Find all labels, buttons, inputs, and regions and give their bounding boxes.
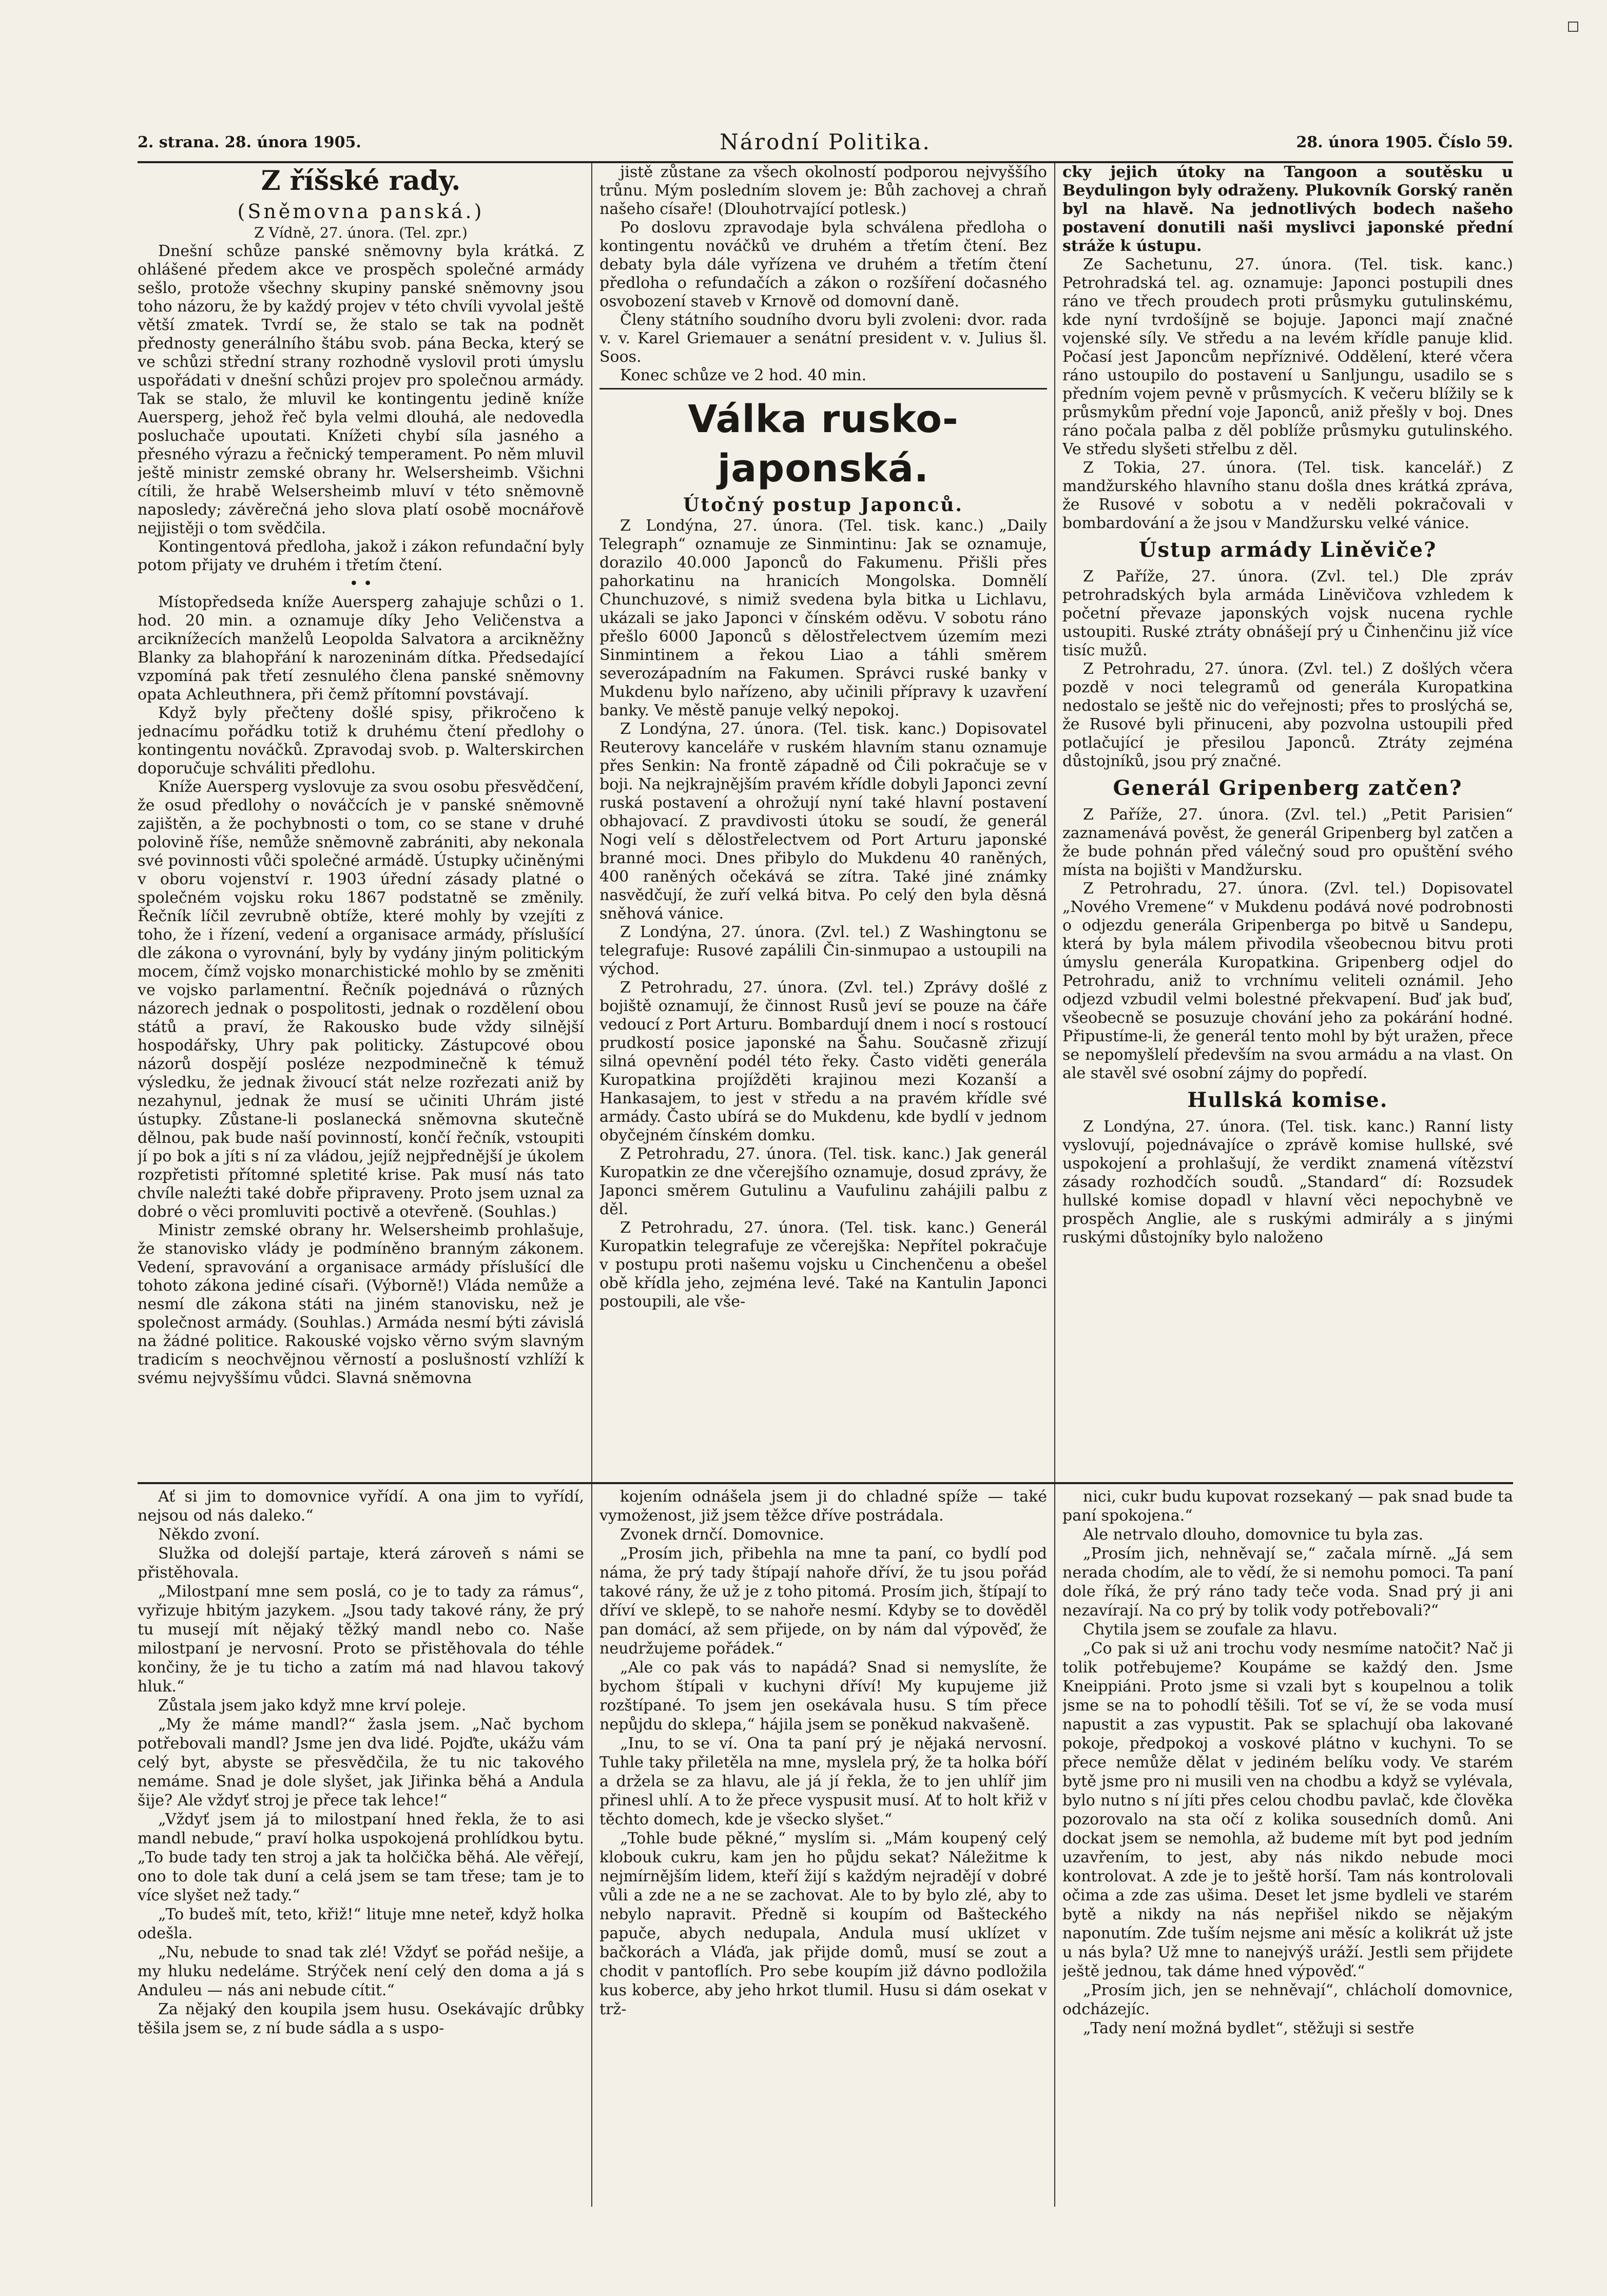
feuilleton-column-2 xyxy=(599,1487,1047,2206)
paragraph: „Co pak si už ani trochu vody nesmíme natočit? Nač ji tolik potřebujeme? Koupáme se každý den. Jsme Kneippiáni. Proto jsme si vzali byt s koupelnou a tolik jsme se na to pohodlí těšili. Toť se ví, že se voda musí napustit a zas vypustit. Pak se splachují oba lakované pokoje, předpokoj a voskové plátno v kuchyni. To se přece nemůže dělat v jediném belíku vody. Ve starém bytě jsme pro ni musili ven na chodbu a když se vylévala, bylo nutno s ní jíti přes celou chodbu pavlač, kde člověka pozorovalo na sta očí z kolika sousedních domů. Ani dockat jsem se nemohla, až budeme mít byt pod jedním uzavřením, to jest, aby nás nikdo nebude moci kontrolovat. A zde je to ještě horší. Tam nás kontrolovali očima a zde zas ušima. Deset let jsme bydleli ve starém bytě a nikdy na nás nepřišel nikdo se nějakým naponutím. Zde tuším nejsme ani měsíc a kolikrát už jste u nás byla? Už mne to nanejvýš uráží. Jestli sem přijdete ještě jednou, tak dáme hned výpověď.“ xyxy=(1062,1640,1513,1980)
paragraph: „Tohle bude pěkné,“ myslím si. „Mám koupený celý klobouk cukru, kam jen ho půjdu sekat? Náležitme k nejmírnějším lidem, kteří žijí s každým nejradějí v dobré vůli a zde ne a ne se zachovat. Ale to by bylo zlé, aby to nebylo napravit. Předně si koupím od Bašteckého papuče, abych nedupala, Andula musí uklízet v bačkorách a Vláďa, jak přijde domů, musí se zout a chodit v pantoflích. Pro sebe koupím již dávno podložila kus koberce, aby jeho hrkot tlumil. Husu si dám osekat v trž- xyxy=(599,1830,1047,2018)
paragraph: Z Tokia, 27. února. (Tel. tisk. kancelář.) Z mandžurského hlavního stanu došla dnes krátká zpráva, že Rusové v sobotu a v neděli pokračovali v bombardování a že jsou v Mandžursku velké vánice. xyxy=(1062,459,1513,532)
paragraph: Z Petrohradu, 27. února. (Tel. tisk. kanc.) Jak generál Kuropatkin ze dne včerejšího oznamuje, dosud zprávy, že Japonci směrem Gutulinu a Vaufulinu zahájili palbu z děl. xyxy=(599,1145,1047,1218)
running-head xyxy=(138,129,1513,158)
paragraph: „Prosím jich, přibehla na mne ta paní, co bydlí pod náma, že prý tady štípají nahoře dříví, že tu jsou pořád takové rány, že už je z toho pitomá. Prosím jich, štípají to dříví ve sklepě, to se nahoře nesmí. Kdyby se to dověděl pan domácí, až sem přijede, on by nám dal výpověď, že neudržujeme pořádek.“ xyxy=(599,1545,1047,1658)
article-title: Z říšské rady. xyxy=(261,165,461,197)
dateline: Z Vídně, 27. února. (Tel. zpr.) xyxy=(254,224,468,241)
column-divider xyxy=(1054,163,1055,2207)
paragraph: Ze Sachetunu, 27. února. (Tel. tisk. kanc.) Petrohradská tel. ag. oznamuje: Japonci postupili dnes ráno ve třech proudech proti průsmyku gutulinskému, kde nyní tvrdošíjně se bojuje. Japonci mají značné vojenské síly. Ve středu a na levém křídle panuje klid. Počasí jest Japoncům nepříznivé. Oddělení, které včera ráno ustoupilo do postavení u Sanljungu, usadilo se s předním vojem pevně v průsmycích. K večeru blížily se k průsmykům přední voje Japonců, aniž přešly v boj. Dnes ráno počala palba z děl poblíže průsmyku gutulinského. Ve středu slyšeti střelbu z děl. xyxy=(1062,256,1513,458)
paragraph: „Prosím jich, nehněvají se,“ začala mírně. „Já sem nerada chodím, ale to vědí, že si nemohu pomoci. Ta paní dole říká, že prý ráno tady teče voda. Snad prý ji ani nezavírají. Na co prý by tolik vody potřebovali?“ xyxy=(1062,1545,1513,1620)
paragraph: Z Paříže, 27. února. (Zvl. tel.) Dle zpráv petrohradských byla armáda Liněvičova vzhledem k početní převaze japonských vojsk nucena rychle ustoupiti. Ruské ztráty obnášejí prý u Činhenčinu již více tisíc mužů. xyxy=(1062,568,1513,659)
paragraph: Kníže Auersperg vyslovuje za svou osobu přesvědčení, že osud předlohy o nováčcích je v panské sněmovně zajištěn, a že pochybnosti o tom, co se stane v druhé polovině říše, nemůže sněmovně zabrániti, aby nekonala své povinnosti vůči společné armádě. Ústupky učiněnými v oboru vojenství r. 1903 úřední zásady platné o společném vojsku roku 1867 podstatně se změnily. Řečník líčil zevrubně obtíže, které mohly by vzejíti z toho, že i řízení, vedení a organisace armády, příslušící dle zákona o vyrovnání, byly by vydány jiným politickým mocem, čímž vojsko monarchistické mohlo by se změniti ve vojsko parlamentní. Řečník pojednává o různých názorech jednak o pospolitosti, jednak o rozdělení obou států a praví, že Rakousko bude vždy silnější hospodářsky, Uhry pak politicky. Zástupcové obou názorů dospějí posléze nezpodminečně k témuž výsledku, že jednak živoucí stát nelze rozřezati aniž by nezahynul, jednak že musí se učiniti Uhrám jisté ústupky. Zůstane-li poslanecká sněmovna skutečně dělnou, pak bude naší povinností, končí řečník, vstoupiti jí po bok a jíti s ní za vládou, jejíž nejpřednější je úkolem rozpřetisti přítomné spletité krise. Pak musí nás tato chvíle naleźti také dobře připraveny. Proto jsem uznal za dobré o věci promluviti poctivě a otevřeně. (Souhlas.) xyxy=(138,778,584,1221)
paragraph: Členy státního soudního dvoru byli zvoleni: dvor. rada v. v. Karel Griemauer a senátní president v. v. Julius šl. Soos. xyxy=(599,311,1047,366)
article-subtitle: (Sněmovna panská.) xyxy=(237,200,485,223)
paragraph: Z Petrohradu, 27. února. (Tel. tisk. kanc.) Generál Kuropatkin telegrafuje ze včerejška: Nepřítel pokračuje v postupu proti našemu vojsku u Cinchenčenu a obešel obě křídla jeho, zejména levé. Také na Kantulin Japonci postoupili, ale vše- xyxy=(599,1219,1047,1311)
paragraph: Konec schůze ve 2 hod. 40 min. xyxy=(620,366,867,384)
corner-mark xyxy=(1568,22,1578,32)
paragraph: Dnešní schůze panské sněmovny byla krátká. Z ohlášené předem akce ve prospěch společné armády sešlo, protože všechny skupiny panské sněmovny jsou toho názoru, že by každý projev v této chvíli vyvolal ještě větší zmatek. Tvrdí se, že stalo se tak na podnět přednosty generálního štábu svob. pána Becka, který se ve schůzi střední strany rozhodně vyslovil proti úmyslu uspořádati v dnešní schůzi projev pro společnou armády. Tak se stalo, že mluvil ke kontingentu jedině kníže Auersperg, jehož řeč byla velmi dlouhá, ale nedovedla posluchače upoutati. Knížeti chybí síla jasného a přesného výrazu a řečnický temperament. Po něm mluvil ještě ministr zemské obrany hr. Welsersheimb. Všichni cítili, že hrabě Welsersheimb mluví v této sněmovně naposledy; závěrečná jeho slova platí osobě mocnářově nejjistěji o tom svědčila. xyxy=(138,242,584,537)
paragraph: Z Londýna, 27. února. (Tel. tisk. kanc.) „Daily Telegraph“ oznamuje ze Sinmintinu: Jak se oznamuje, dorazilo 40.000 Japonců do Fakumenu. Přišli přes pahorkatinu na hranicích Mongolska. Domnělí Chunchuzové, s nimiž svedena byla bitka u Lichlavu, ukázali se jako Japonci v čínském oděvu. V sobotu ráno přešlo 6000 Japonců s dělostřelectvem územím mezi Sinmintinem a řekou Liao a táhli směrem severozápadním na Fakumen. Správci ruské banky v Mukdenu bylo nařízeno, aby učinili přípravy k uzavření banky. Ve městě panuje velký nepokoj. xyxy=(599,517,1047,719)
paragraph: „Ale co pak vás to napádá? Snad si nemyslíte, že bychom štípali v kuchyni dříví! My kupujeme již rozštípané. To jsem jen osekávala husu. S tím přece nepůjdu do sklepa,“ hájila jsem se poněkud nakvašeně. xyxy=(599,1659,1047,1734)
paragraph: cky jejich útoky na Tangoon a soutěsku u Beydulingon byly odraženy. Plukovník Gorský raněn byl na hlavě. Na jednotlivých bodech našeho postavení donutili naši myslivci japonské přední stráže k ústupu. xyxy=(1062,163,1513,255)
subsection-heading: Ústup armády Liněviče? xyxy=(1138,538,1437,562)
section-headline: Válka rusko-japonská. xyxy=(599,388,1047,493)
subsection-heading: Hullská komise. xyxy=(1187,1088,1388,1112)
paragraph: Ministr zemské obrany hr. Welsersheimb prohlašuje, že stanovisko vlády je podmíněno branným zákonem. Vedení, spravování a organisace armády příslušící dle tohoto zákona jediné císaři. (Výborně!) Vláda nemůže a nesmí dle zákona státi na jiném stanovisku, než je společnost armády. (Souhlas.) Armáda nesmí býti závislá na žádné politice. Rakouské vojsko věrno svým slavným tradicím s neochvějnou věrností a poslušností vzhlíží k svému nejvyššímu vůdci. Slavná sněmovna xyxy=(138,1221,584,1387)
paragraph: Ať si jim to domovnice vyřídí. A ona jim to vyřídí, nejsou od nás daleko.“ xyxy=(138,1488,584,1525)
paragraph: Z Londýna, 27. února. (Zvl. tel.) Z Washingtonu se telegrafuje: Rusové zapálili Čin-sinmupao a ustoupili na východ. xyxy=(599,923,1047,978)
paragraph: Z Londýna, 27. února. (Tel. tisk. kanc.) Dopisovatel Reuterovy kanceláře v ruském hlavním stanu oznamuje přes Senkin: Na frontě západně od Čili pokračuje se v boji. Na nejkrajnějším pravém křídle dobyli Japonci zevní ruská postavení a ohrožují nyní také hlavní postavení obhajovací. Z pravdivosti útoku se soudí, že generál Nogi velí s dělostřelectvem od Port Arturu japonské branné moci. Dnes přibylo do Mukdenu 40 raněných, 400 raněných očekává se zítra. Také jiné známky nasvědčují, že zuří velká bitva. Po celý den byla děsná sněhová vánice. xyxy=(599,720,1047,923)
paragraph: Z Petrohradu, 27. února. (Zvl. tel.) Zprávy došlé z bojiště oznamují, že činnost Rusů jeví se pouze na čáře vedoucí z Port Arturu. Bombardují dnem i nocí s rostoucí prudkostí posice japonské na Šahu. Současně zřizují silná opevnění podél této řeky. Často viděti generála Kuropatkina projížděti krajinou mezi Kozanší a Hankasajem, to jest v středu a na pravém křídle své armády. Často ubírá se do Mukdenu, kde bydlí v jednom obyčejném čínském domku. xyxy=(599,979,1047,1144)
paragraph: Z Londýna, 27. února. (Tel. tisk. kanc.) Ranní listy vyslovují, pojednávajíce o zprávě komise hullské, své uspokojení a prohlašují, že verdikt znamená vítězství zásady rozhodčích soudů. „Standard“ dí: Rozsudek hullské komise dopadl v hlavní věci nepochybně ve prospěch Anglie, ale s ruskými admirály a s jinými ruskými důstojníky bylo naloženo xyxy=(1062,1118,1513,1247)
paragraph: Z Petrohradu, 27. února. (Zvl. tel.) Dopisovatel „Nového Vremene“ v Mukdenu podává nové podrobnosti o odjezdu generála Gripenberga po bitvě u Sandepu, která by byla málem přivodila všeobecnou bitvu proti úmyslu generála Kuropatkina. Gripenberg odjel do Petrohradu, aniž to vrchnímu veliteli oznámil. Jeho odjezd vzbudil velmi bolestné překvapení. Buď jak buď, všeobecně se posuzuje chování jeho za pokárání hodné. Připustíme-li, že generál tento mohl by být uražen, přece se nepomyšlelí především na svou armádu a na vlast. On ale stavěl své osobní zájmy do popředí. xyxy=(1062,880,1513,1082)
section-subheadline: Útočný postup Japonců. xyxy=(683,494,963,516)
paragraph: nici, cukr budu kupovat rozsekaný — pak snad bude ta paní spokojena.“ xyxy=(1062,1488,1513,1525)
paragraph: Z Paříže, 27. února. (Zvl. tel.) „Petit Parisien“ zaznamenává pověst, že generál Gripenberg byl zatčen a že bude pohnán před válečný soud pro opuštění svého místa na bojišti v Mandžursku. xyxy=(1062,806,1513,879)
paragraph: „Inu, to se ví. Ona ta paní prý je nějaká nervosní. Tuhle taky přiletěla na mne, myslela prý, že ta holka bóří a držela se za hlavu, ale já jí řekla, že to jen uhlíř jim přinesl uhlí. A to že přece vyspusit musí. Ať to holt křiž v těchto domech, kde je všecko slyšet.“ xyxy=(599,1735,1047,1828)
article-column-2 xyxy=(599,163,1047,1482)
subsection-heading: Generál Gripenberg zatčen? xyxy=(1113,776,1463,800)
paragraph: jistě zůstane za všech okolností podporou nejvyššího trůnu. Mým posledním slovem je: Bůh zachovej a chraň našeho císaře! (Dlouhotrvající potlesk.) xyxy=(599,163,1047,218)
feuilleton-column-1 xyxy=(138,1487,584,2206)
paragraph: Kontingentová předloha, jakož i zákon refundační byly potom přijaty ve druhém i třetím čtení. xyxy=(138,538,584,574)
paragraph: Za nějaký den koupila jsem husu. Osekávajíc drůbky těšila jsem se, z ní bude sádla a s uspo- xyxy=(138,2000,584,2037)
paragraph: Po doslovu zpravodaje byla schválena předloha o kontingentu nováčků ve druhém a třetím čtení. Bez debaty byla dále vyřízena ve druhém a třetím čtení předloha o refundačích a zákon o rozšíření dočasného osvobození staveb v Krnově od domovní daně. xyxy=(599,219,1047,310)
paragraph: „Nu, nebude to snad tak zlé! Vždyť se pořád nešije, a my hluku nedeláme. Strýček není celý den doma a já s Anduleu — nás ani nebude cítit.“ xyxy=(138,1943,584,1999)
paragraph: kojením odnášela jsem ji do chladné spíže — také vymoženost, již jsem těžce dříve postrádala. xyxy=(599,1488,1047,1525)
paragraph: „Tady není možná bydlet“, stěžuji si sestře xyxy=(1083,2019,1415,2037)
paragraph: „To budeš mít, teto, křiž!“ lituje mne neteř, když holka odešla. xyxy=(138,1905,584,1942)
paragraph: „Milostpaní mne sem poslá, co je to tady za rámus“, vyřizuje hbitým jazykem. „Jsou tady takové rány, že prý tu musejí mít nějaký těžký mandl nebo co. Naše milostpaní je nervosní. Proto se přistěhovala do téhle končiny, že je tu ticho a zatím má nad hlavou takový hluk.“ xyxy=(138,1583,584,1696)
article-column-1 xyxy=(138,163,584,1482)
paragraph: Chytila jsem se zoufale za hlavu. xyxy=(1083,1621,1338,1639)
separator-bullets: • • xyxy=(349,575,373,593)
column-divider xyxy=(591,163,592,2207)
page-number-date: 2. strana. 28. února 1905. xyxy=(138,133,361,151)
paragraph: „My že máme mandl?“ žasla jsem. „Nač bychom potřebovali mandl? Jsme jen dva lidé. Pojďte, ukážu vám celý byt, abyste se přesvědčila, že tu nic takového nemáme. Snad je dole slyšet, jak Jiřinka běhá a Andula šije? Ale vždyť stroj je přece tak lehce!“ xyxy=(138,1716,584,1809)
paragraph: „Prosím jich, jen se nehněvají“, chlácholí domovnice, odcházejíc. xyxy=(1062,1981,1513,2018)
paragraph: Když byly přečteny došlé spisy, přikročeno k jednacímu pořádku totiž k druhému čtení předlohy o kontingentu nováčků. Zpravodaj svob. p. Walterskirchen doporučuje schváliti předlohu. xyxy=(138,704,584,777)
paragraph: Zvonek drnčí. Domovnice. xyxy=(620,1526,824,1544)
paragraph: Ale netrvalo dlouho, domovnice tu byla zas. xyxy=(1083,1526,1424,1544)
article-column-3 xyxy=(1062,163,1513,1482)
masthead-title: Národní Politika. xyxy=(720,129,931,154)
issue-number: 28. února 1905. Číslo 59. xyxy=(1296,133,1513,151)
paragraph: Služka od dolejší partaje, která zároveň s námi se přistěhovala. xyxy=(138,1545,584,1582)
feuilleton-column-3 xyxy=(1062,1487,1513,2206)
feuilleton-rule xyxy=(138,1482,1513,1484)
paragraph: Zůstala jsem jako když mne krví poleje. xyxy=(158,1697,467,1715)
paragraph: Někdo zvoní. xyxy=(158,1526,260,1544)
paragraph: Z Petrohradu, 27. února. (Zvl. tel.) Z došlých včera pozdě v noci telegramů od generála Kuropatkina nedostalo se ještě nic do veřejnosti; přes to proslýchá se, že Rusové byli přinuceni, aby pozvolna ustoupili před potlačující je přesilou Japonců. Ztráty zejména důstojníků, jsou prý značné. xyxy=(1062,660,1513,770)
paragraph: „Vždyť jsem já to milostpaní hned řekla, že to asi mandl nebude,“ praví holka uspokojená prohlídkou bytu. „To bude tady ten stroj a jak ta holčička běhá. Ale věřejí, ono to dole tak duní a celá jsem se tam třese; tam je to více slyšet než tady.“ xyxy=(138,1811,584,1904)
paragraph: Místopředseda kníže Auersperg zahajuje schůzi o 1. hod. 20 min. a oznamuje díky Jeho Veličenstva a arciknížecích manželů Leopolda Salvatora a arcikněžny Blanky za blahopřání k narozeninám dítka. Předsedající vzpomíná pak třetí zesnulého člena panské sněmovny opata Achleuthnera, při čemž přítomní povstávají. xyxy=(138,593,584,704)
